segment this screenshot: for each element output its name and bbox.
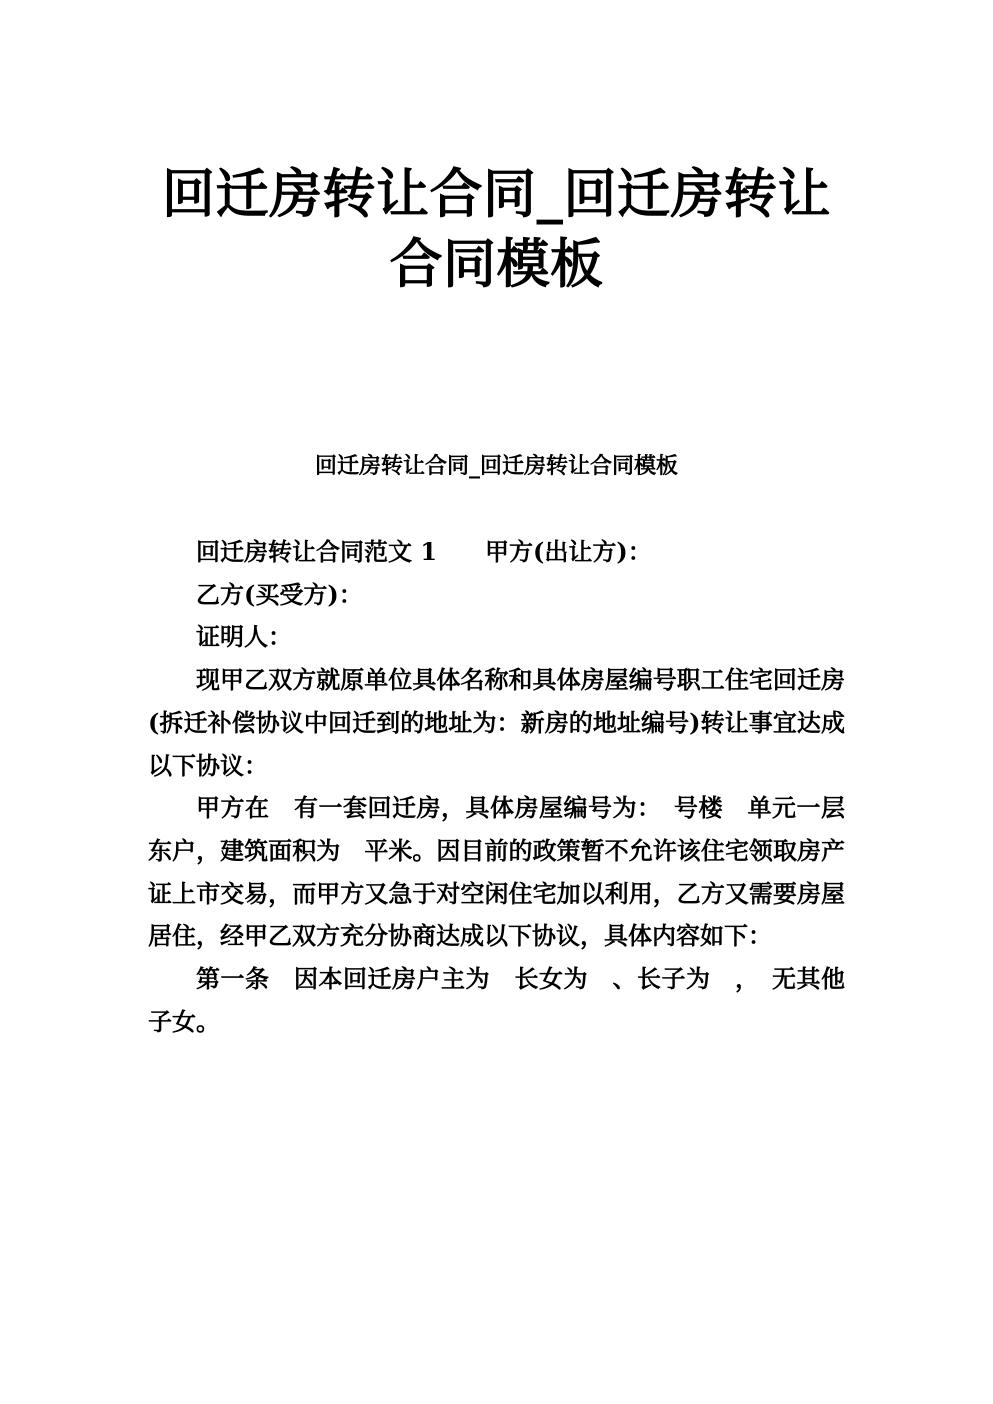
document-subtitle: 回迁房转让合同_回迁房转让合同模板	[314, 452, 678, 479]
paragraph-4: 现甲乙双方就原单位具体名称和具体房屋编号职工住宅回迁房(拆迁补偿协议中回迁到的地址为：新房的地址编号)转让事宜达成以下协议：	[148, 665, 845, 780]
document-body	[148, 483, 845, 1044]
paragraph-3: 证明人：	[196, 622, 292, 652]
paragraph-1: 回迁房转让合同范文 1 甲方(出让方)：	[196, 536, 652, 566]
paragraph-5: 甲方在 有一套回迁房，具体房屋编号为： 号楼 单元一层东户，建筑面积为 平米。因目前的政策暂不允许该住宅领取房产证上市交易，而甲方又急于对空闲住宅加以利用，乙方又需要房屋居住，经甲乙双方充分协商达成以下协议，具体内容如下：	[148, 793, 845, 951]
paragraph-6: 第一条 因本回迁房户主为 长女为 、长子为 ， 无其他子女。	[148, 964, 845, 1036]
page-title: 回迁房转让合同_回迁房转让合同模板	[162, 164, 831, 295]
paragraph-2: 乙方(买受方)：	[196, 579, 363, 609]
